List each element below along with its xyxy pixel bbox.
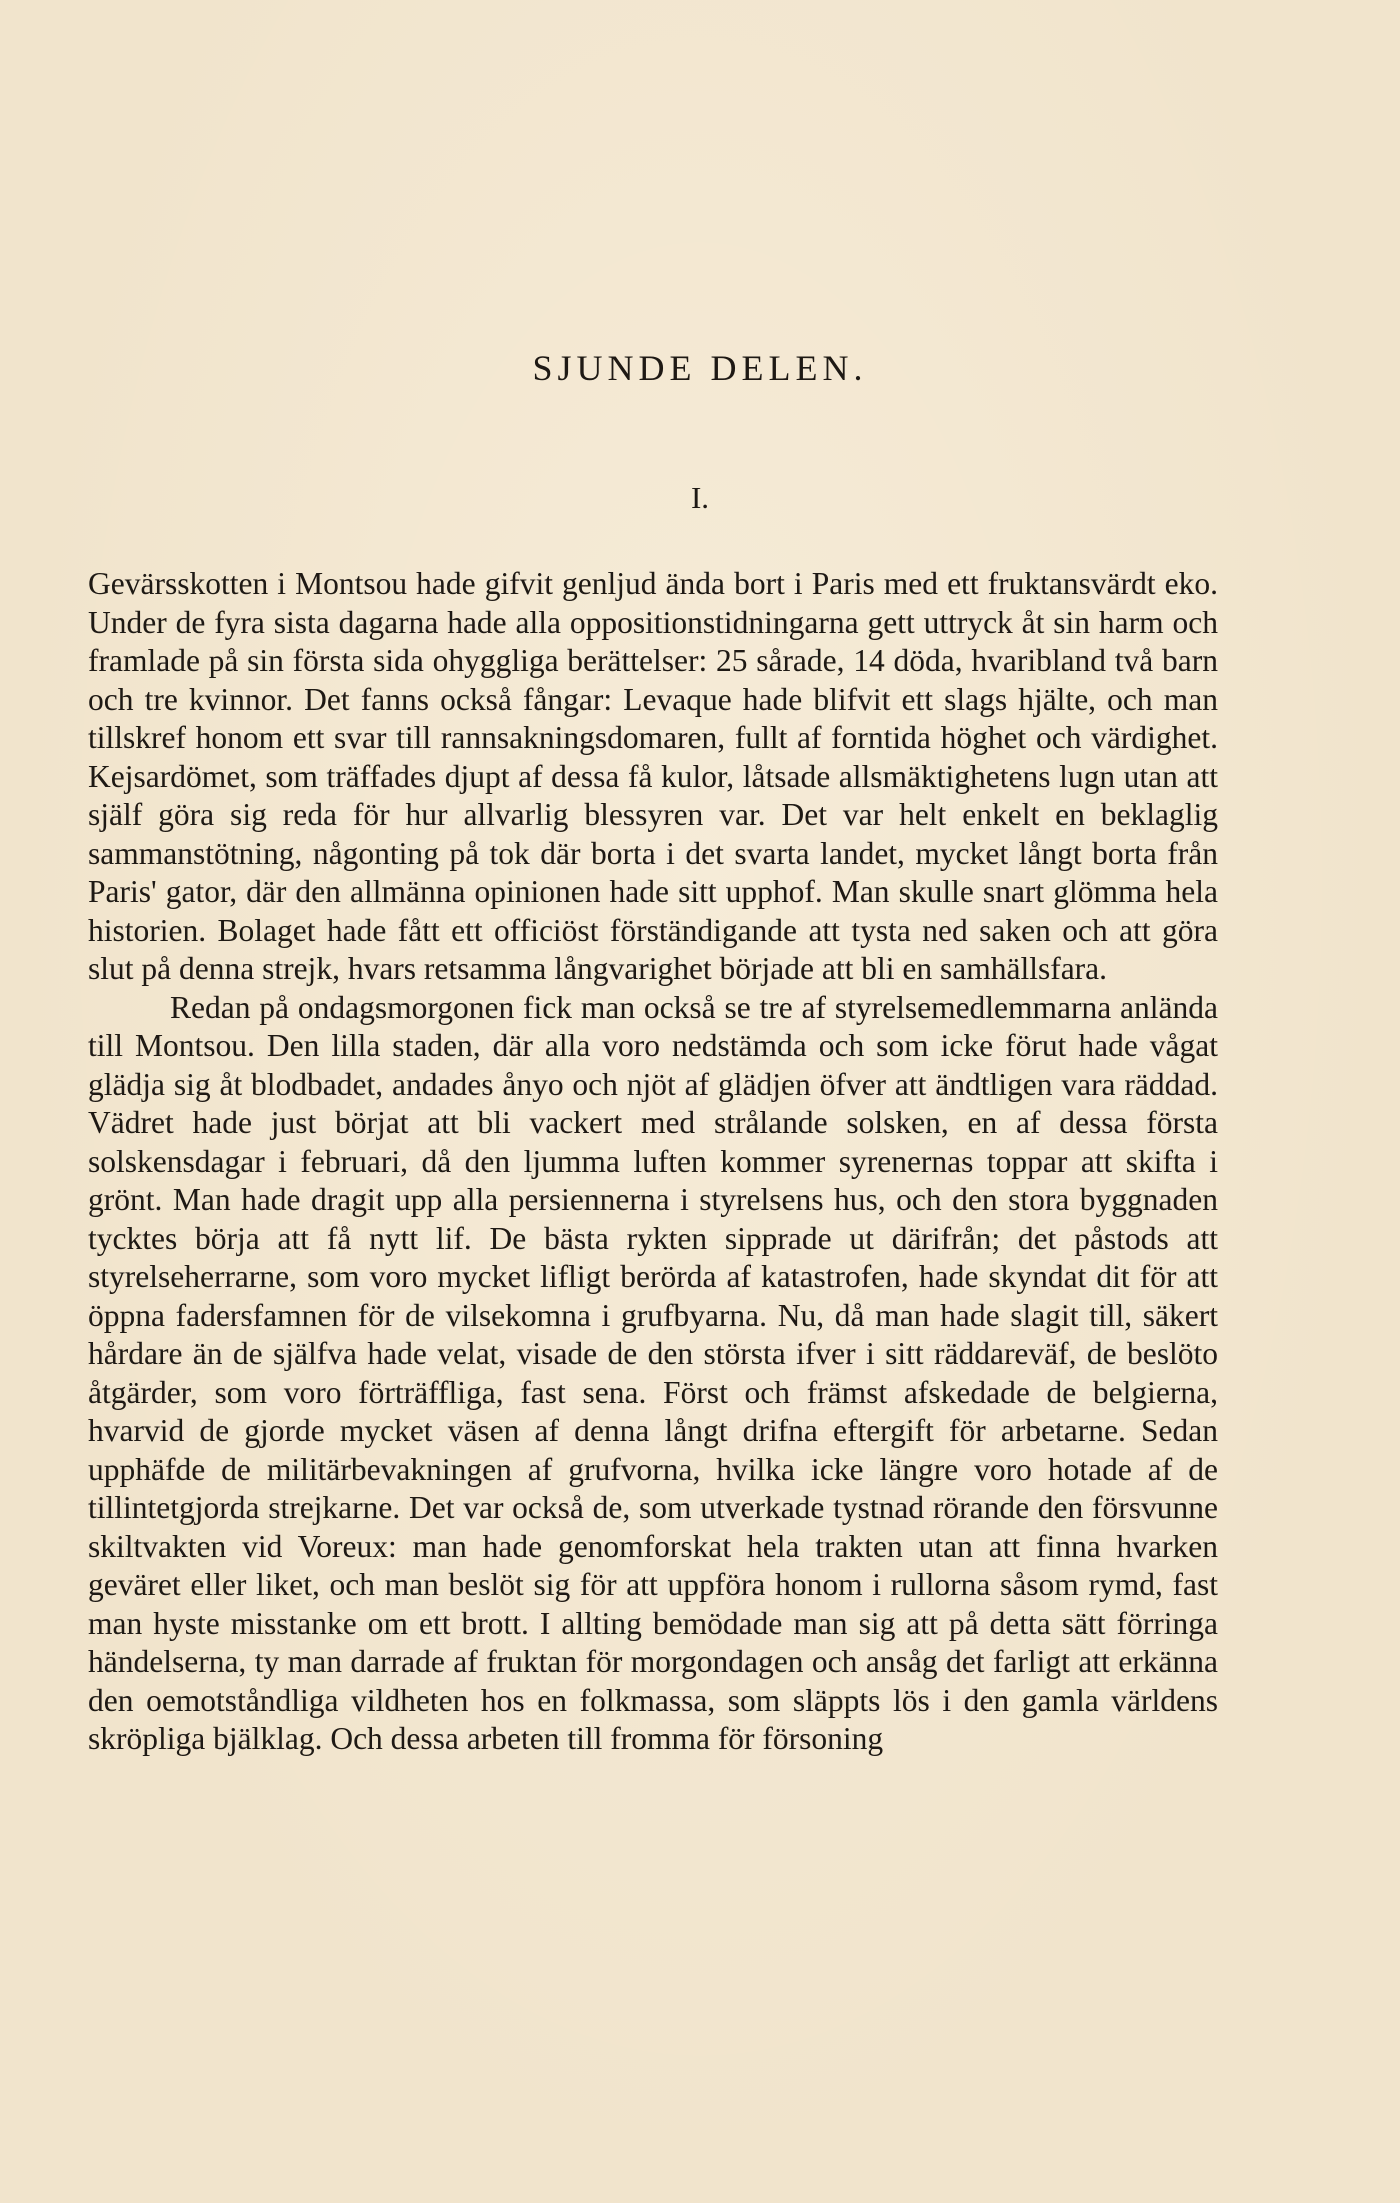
body-text xyxy=(88,565,1218,1759)
paragraph-1: Gevärsskotten i Montsou hade gifvit genljud ända bort i Paris med ett fruktansvärdt eko. Under de fyra sista dagarna hade alla oppositionstidningarna gett uttryck åt sin harm och framlade på sin första sida ohyggliga berättelser: 25 sårade, 14 döda, hvaribland två barn och tre kvinnor. Det fanns också fångar: Levaque hade blifvit ett slags hjälte, och man tillskref honom ett svar till rannsakningsdomaren, fullt af forntida höghet och värdighet. Kejsardömet, som träffades djupt af dessa få kulor, låtsade allsmäktighetens lugn utan att själf göra sig reda för hur allvarlig blessyren var. Det var helt enkelt en beklaglig sammanstötning, någonting på tok där borta i det svarta landet, mycket långt borta från Paris' gator, där den allmänna opinionen hade sitt upphof. Man skulle snart glömma hela historien. Bolaget hade fått ett officiöst förständigande att tysta ned saken och att göra slut på denna strejk, hvars retsamma långvarighet började att bli en samhällsfara. xyxy=(88,566,1218,986)
part-title: SJUNDE DELEN. xyxy=(532,348,868,388)
paragraph-2: Redan på ondagsmorgonen fick man också se tre af styrelsemedlemmarna anlända till Montsou. Den lilla staden, där alla voro nedstämda och som icke förut hade vågat glädja sig åt blodbadet, andades ånyo och njöt af glädjen öfver att ändtligen vara räddad. Vädret hade just börjat att bli vackert med strålande solsken, en af dessa första solskensdagar i februari, då den ljumma luften kommer syrenernas toppar att skifta i grönt. Man hade dragit upp alla persiennerna i styrelsens hus, och den stora byggnaden tycktes börja att få nytt lif. De bästa rykten sipprade ut därifrån; det påstods att styrelseherrarne, som voro mycket lifligt berörda af katastrofen, hade skyndat dit för att öppna fadersfamnen för de vilsekomna i grufbyarna. Nu, då man hade slagit till, säkert hårdare än de själfva hade velat, visade de den största ifver i sitt räddareväf, de beslöto åtgärder, som voro förträffliga, fast sena. Först och främst afskedade de belgierna, hvarvid de gjorde mycket väsen af denna långt drifna eftergift för arbetarne. Sedan upphäfde de militärbevakningen af grufvorna, hvilka icke längre voro hotade af de tillintetgjorda strejkarne. Det var också de, som utverkade tystnad rörande den försvunne skiltvakten vid Voreux: man hade genomforskat hela trakten utan att finna hvarken geväret eller liket, och man beslöt sig för att uppföra honom i rullorna såsom rymd, fast man hyste misstanke om ett brott. I allting bemödade man sig att på detta sätt förringa händelserna, ty man darrade af fruktan för morgondagen och ansåg det farligt att erkänna den oemotståndliga vildheten hos en folkmassa, som släppts lös i den gamla världens skröpliga bjälklag. Och dessa arbeten till fromma för försoning xyxy=(88,989,1218,1756)
chapter-number: I. xyxy=(690,480,710,515)
